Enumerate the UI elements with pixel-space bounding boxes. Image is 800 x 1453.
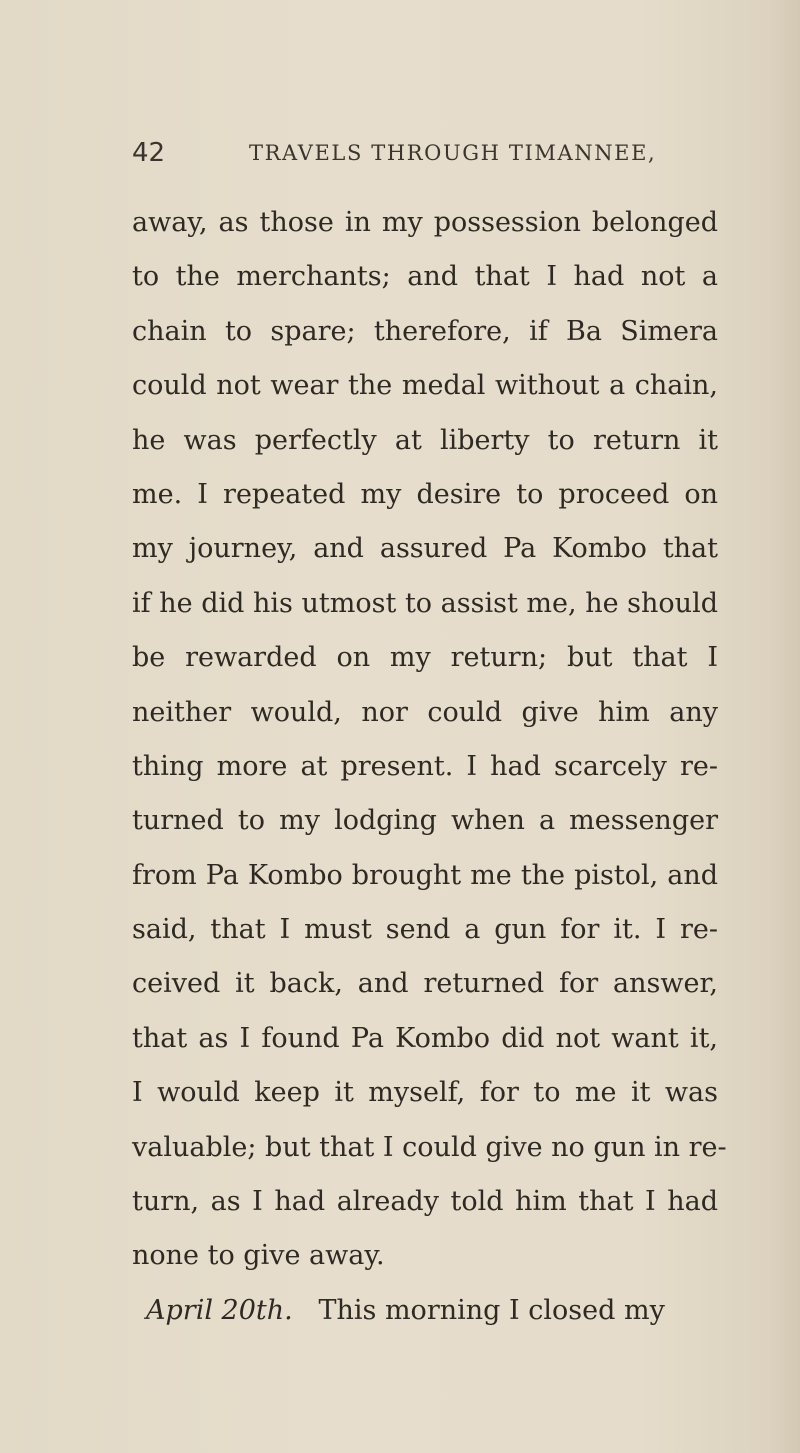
text-line: said, that I must send a gun for it. I re-	[132, 914, 718, 946]
entry-text: This morning I closed my	[318, 1294, 665, 1326]
text-line: my journey, and assured Pa Kombo that	[132, 533, 718, 565]
text-line: none to give away.	[132, 1240, 385, 1272]
text-line: turn, as I had already told him that I had	[132, 1186, 718, 1218]
text-line: turned to my lodging when a messenger	[132, 805, 718, 837]
text-line: to the merchants; and that I had not a	[132, 261, 718, 293]
text-line: he was perfectly at liberty to return it	[132, 424, 718, 456]
text-line: away, as those in my possession belonged	[132, 207, 718, 238]
text-line: ceived it back, and returned for answer,	[132, 968, 718, 1000]
text-line: that as I found Pa Kombo did not want it,	[132, 1022, 718, 1054]
text-line: thing more at present. I had scarcely re-	[132, 750, 718, 782]
entry-date: April 20th.	[146, 1294, 293, 1326]
text-line: valuable; but that I could give no gun in re-	[132, 1131, 727, 1163]
text-line: me. I repeated my desire to proceed on	[132, 478, 718, 510]
text-line: be rewarded on my return; but that I	[132, 642, 718, 674]
text-line: from Pa Kombo brought me the pistol, and	[132, 859, 718, 891]
running-head: TRAVELS THROUGH TIMANNEE,	[249, 141, 657, 165]
body-text	[132, 196, 727, 1338]
page-number: 42	[132, 138, 166, 168]
text-line: could not wear the medal without a chain,	[132, 370, 718, 402]
text-line: if he did his utmost to assist me, he should	[132, 587, 718, 619]
paragraph-start	[132, 1284, 718, 1338]
text-line: chain to spare; therefore, if Ba Simera	[132, 315, 718, 347]
text-line: neither would, nor could give him any	[132, 696, 718, 728]
text-line: I would keep it myself, for to me it was	[132, 1077, 718, 1109]
page-header	[0, 138, 800, 174]
